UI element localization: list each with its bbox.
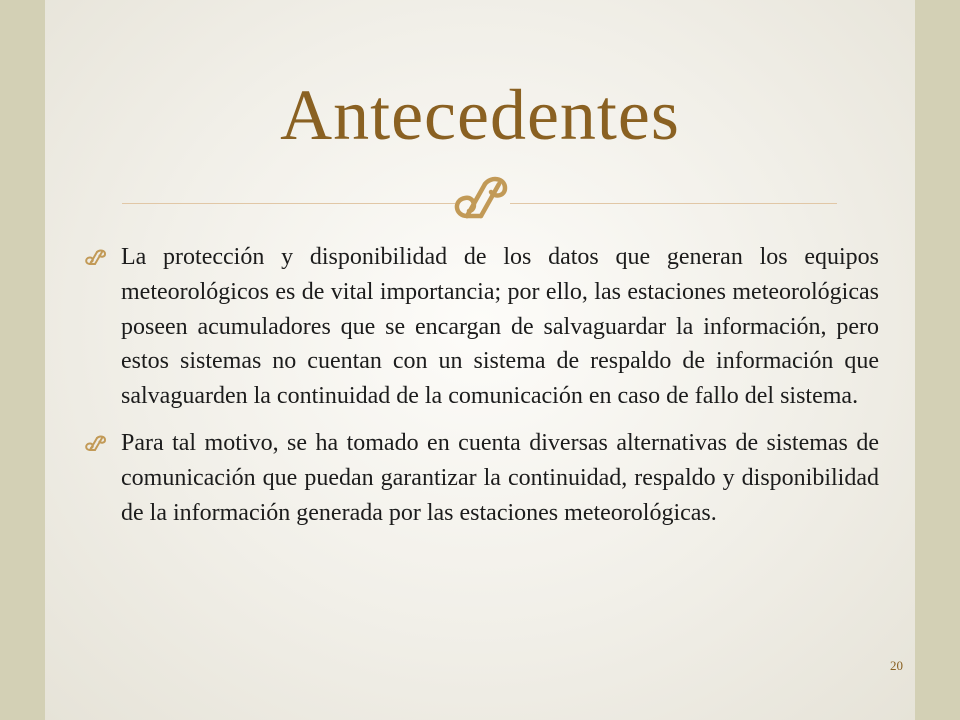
bullet-item <box>84 240 879 414</box>
scroll-bullet-icon <box>84 435 110 453</box>
title-divider-left <box>122 203 455 204</box>
slide-content <box>84 240 879 542</box>
page-number: 20 <box>890 658 903 673</box>
scroll-bullet-icon <box>84 249 110 267</box>
title-divider-right <box>510 203 837 204</box>
scroll-ornament-icon <box>445 170 525 230</box>
bullet-item <box>84 426 879 530</box>
bullet-text: Para tal motivo, se ha tomado en cuenta diversas alternativas de sistemas de comunicación que puedan garantizar la continuidad, respaldo y disponibilidad de la información generada por las estaciones meteorológicas. <box>121 429 879 526</box>
slide-title: Antecedentes <box>280 75 680 155</box>
bullet-text: La protección y disponibilidad de los datos que generan los equipos meteorológicos es de vital importancia; por ello, las estaciones meteorológicas poseen acumuladores que se encargan de salvaguardar la información, pero estos sistemas no cuentan con un sistema de respaldo de información que salvaguarden la continuidad de la comunicación en caso de fallo del sistema. <box>121 244 879 410</box>
